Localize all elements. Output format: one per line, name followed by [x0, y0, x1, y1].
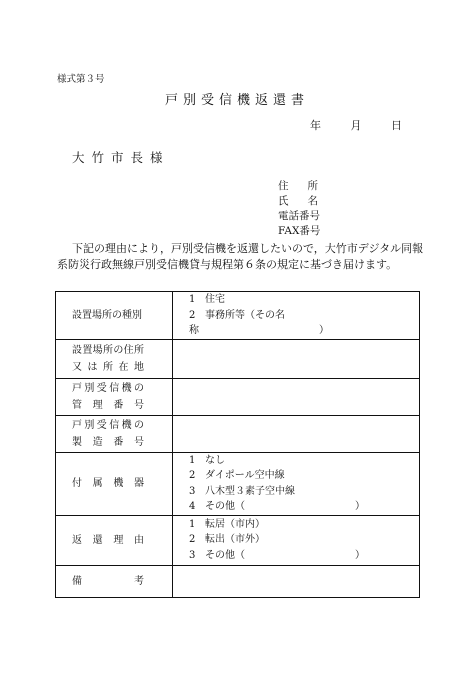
date-month: 月: [350, 119, 362, 132]
document-title: 戸別受信機返還書: [164, 93, 309, 108]
date-year: 年: [310, 119, 321, 132]
row-label-installation-address: 設置場所の住所 又は所在地: [56, 339, 173, 378]
serial-number-field[interactable]: [173, 415, 420, 452]
table-row: [56, 452, 420, 515]
row-label-accessories: 付属機器: [56, 452, 173, 515]
management-number-field[interactable]: [173, 378, 420, 415]
addressee: 大竹市長様: [72, 150, 170, 165]
return-reason-options[interactable]: [173, 515, 420, 565]
option-item: 1 住宅: [189, 294, 225, 305]
installation-type-options[interactable]: [173, 292, 420, 340]
row-label-return-reason: 返還理由: [56, 515, 173, 565]
body-line-2: 系防災行政無線戸別受信機貸与規程第６条の規定に基づき届けます。: [57, 258, 398, 271]
form-number: 様式第３号: [57, 74, 105, 85]
row-label-installation-type: 設置場所の種別: [56, 292, 173, 340]
option-item: 2 転出（市外）: [189, 534, 265, 546]
return-form-table: [55, 291, 420, 598]
installation-address-field[interactable]: [173, 339, 420, 378]
option-item: 2 ダイポール空中線: [189, 470, 285, 481]
option-item: 3 その他（ ）: [189, 549, 365, 561]
accessories-options[interactable]: [173, 452, 420, 515]
table-row: [56, 515, 420, 565]
option-item: 1 転居（市内）: [189, 518, 265, 530]
date-line: [284, 117, 402, 133]
field-name-label: 氏名: [278, 195, 318, 207]
table-row: [56, 378, 420, 415]
table-row: [56, 292, 420, 340]
row-label-management-number: 戸別受信機の 管理番号: [56, 378, 173, 415]
row-label-serial-number: 戸別受信機の 製造番号: [56, 415, 173, 452]
body-text: [57, 241, 424, 273]
remarks-field[interactable]: [173, 565, 420, 597]
field-fax-label: FAX番号: [278, 225, 321, 237]
table-row: [56, 339, 420, 378]
table-row: [56, 415, 420, 452]
date-day: 日: [391, 119, 402, 132]
option-item: 2 事務所等（その名称 ）: [189, 309, 329, 336]
field-phone-label: 電話番号: [278, 210, 320, 222]
body-line-1: 下記の理由により，戸別受信機を返還したいので，大竹市デジタル同報: [72, 242, 424, 255]
option-item: 3 八木型３素子空中線: [189, 485, 295, 497]
option-item: 1 なし: [189, 454, 225, 466]
applicant-fields: [278, 179, 320, 239]
table-row: [56, 565, 420, 597]
option-item: 4 その他（ ）: [189, 501, 365, 512]
field-address-label: 住所: [278, 180, 318, 192]
row-label-remarks: 備考: [56, 565, 173, 597]
